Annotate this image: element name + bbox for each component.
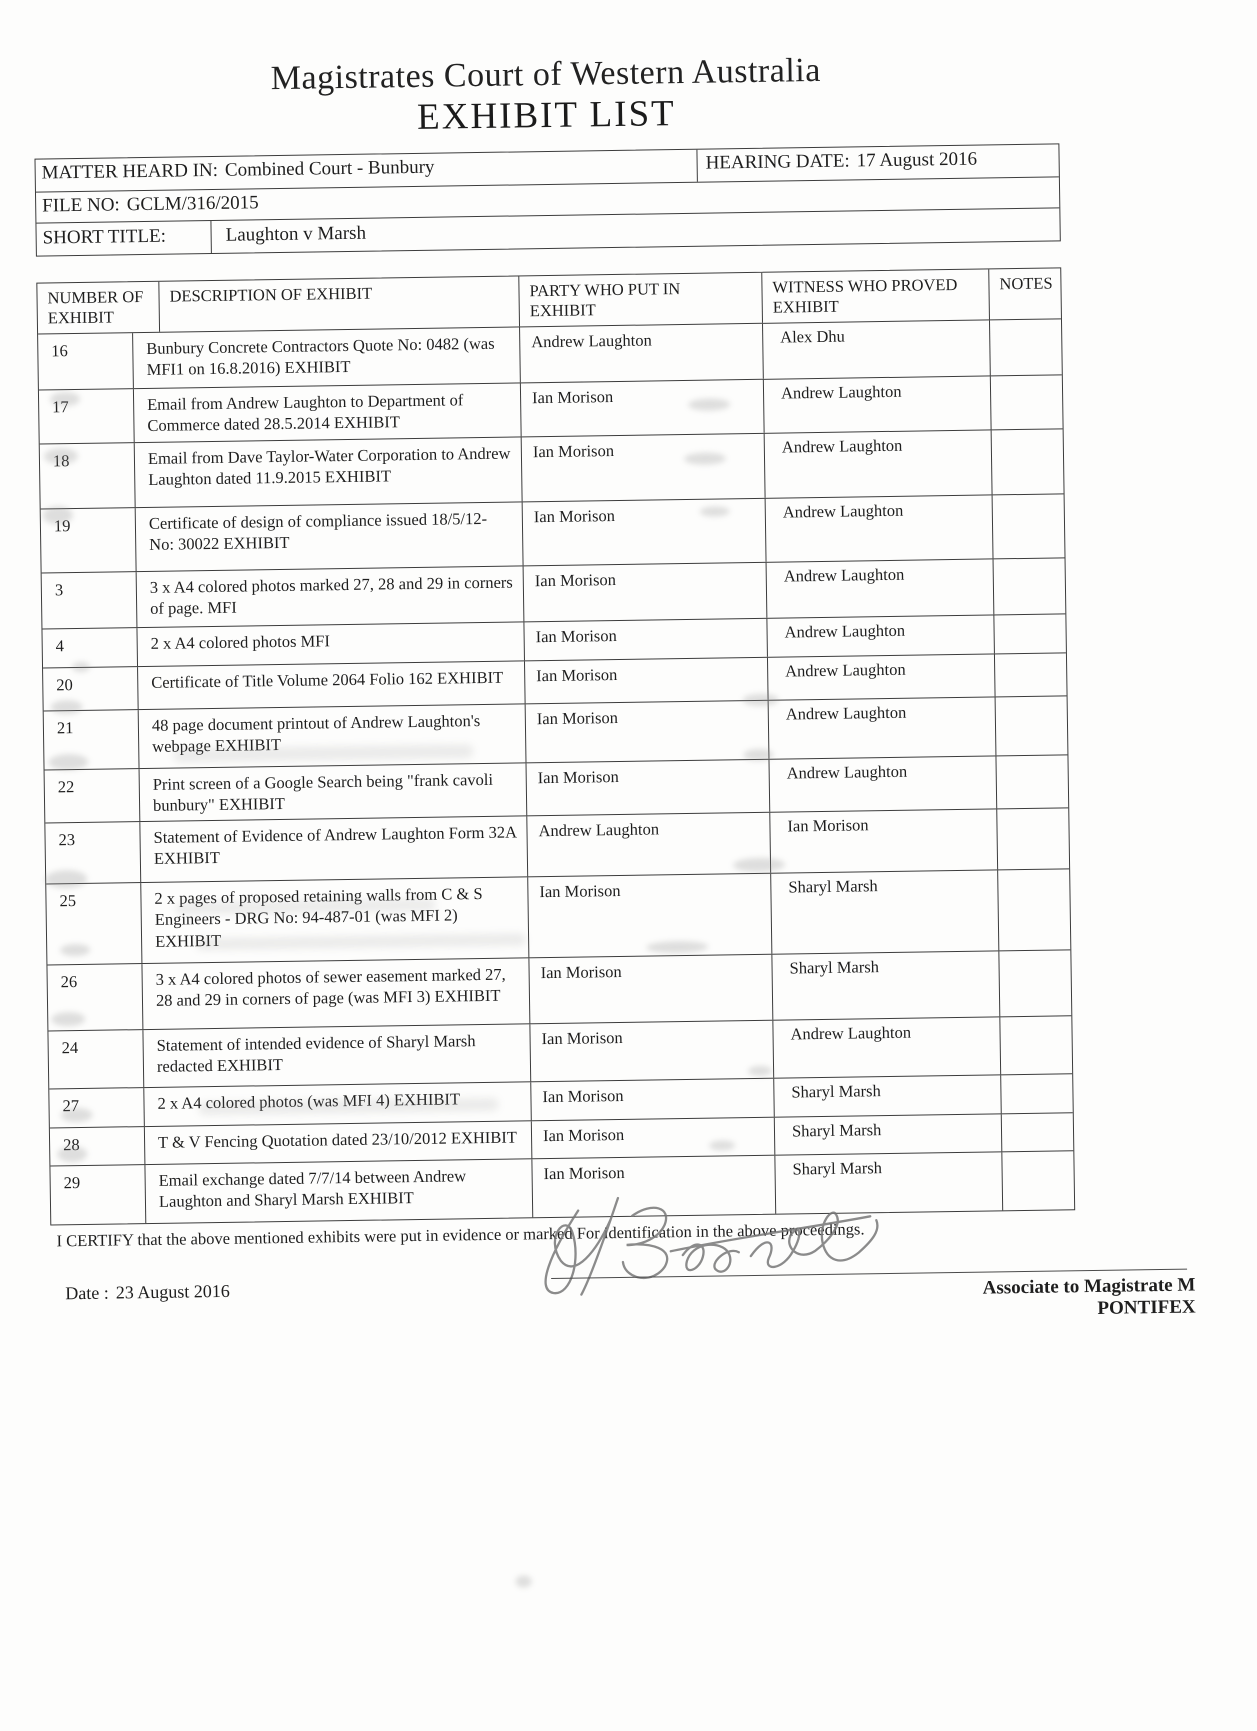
exhibit-number-cell: 19 bbox=[41, 508, 137, 572]
witness-cell: Sharyl Marsh bbox=[772, 951, 1000, 1019]
party-cell: Ian Morison bbox=[524, 619, 768, 661]
party-cell: Ian Morison bbox=[527, 760, 771, 816]
exhibit-table bbox=[36, 267, 1075, 1225]
short-title-value: Laughton v Marsh bbox=[225, 222, 367, 246]
exhibit-description-cell: 3 x A4 colored photos marked 27, 28 and 29 in corners of page. MFI bbox=[137, 566, 525, 627]
notes-cell bbox=[1000, 1016, 1072, 1074]
exhibit-number-cell: 17 bbox=[39, 389, 135, 443]
exhibit-description-cell: 48 page document printout of Andrew Laughton's webpage EXHIBIT bbox=[139, 704, 527, 768]
witness-cell: Andrew Laughton bbox=[768, 654, 996, 699]
exhibit-description-cell: Certificate of design of compliance issued 18/5/12- No: 30022 EXHIBIT bbox=[136, 502, 524, 571]
witness-cell: Andrew Laughton bbox=[769, 697, 997, 758]
exhibit-number-cell: 24 bbox=[48, 1030, 144, 1088]
witness-cell: Andrew Laughton bbox=[766, 495, 994, 561]
certification-text: I CERTIFY that the above mentioned exhibits were put in evidence or marked For identification in the above proceedings. bbox=[56, 1219, 865, 1251]
notes-cell bbox=[1002, 1113, 1074, 1151]
exhibit-description-cell: 2 x A4 colored photos MFI bbox=[137, 622, 525, 666]
header-notes: NOTES bbox=[999, 273, 1053, 294]
notes-cell bbox=[994, 558, 1066, 614]
date-label: Date : bbox=[65, 1282, 109, 1304]
header-party-text: PARTY WHO PUT IN EXHIBIT bbox=[529, 278, 681, 321]
witness-cell: Andrew Laughton bbox=[773, 1017, 1001, 1077]
exhibit-description-cell: Statement of Evidence of Andrew Laughton Form 32A EXHIBIT bbox=[140, 816, 528, 882]
witness-cell: Andrew Laughton bbox=[767, 559, 995, 617]
header-description-of-exhibit: DESCRIPTION OF EXHIBIT bbox=[159, 276, 520, 331]
signature-scribble bbox=[520, 1187, 942, 1303]
exhibit-description-cell: 2 x A4 colored photos (was MFI 4) EXHIBIT bbox=[144, 1082, 532, 1126]
exhibit-number-cell: 26 bbox=[47, 964, 143, 1030]
exhibit-number-cell: 20 bbox=[43, 667, 139, 710]
header-number-of-exhibit: NUMBER OF EXHIBIT bbox=[37, 282, 160, 334]
exhibit-description-cell: Statement of intended evidence of Sharyl Marsh redacted EXHIBIT bbox=[143, 1024, 531, 1087]
signatory-title: Associate to Magistrate M PONTIFEX bbox=[982, 1274, 1196, 1319]
notes-cell bbox=[990, 319, 1062, 375]
document-content bbox=[33, 47, 1196, 1375]
witness-cell: Alex Dhu bbox=[763, 320, 991, 378]
exhibit-number-cell: 23 bbox=[45, 822, 141, 883]
hearing-date-label: HEARING DATE: bbox=[705, 150, 850, 174]
file-no-value: GCLM/316/2015 bbox=[126, 192, 259, 216]
exhibit-description-cell: T & V Fencing Quotation dated 23/10/2012 EXHIBIT bbox=[145, 1121, 533, 1164]
witness-cell: Andrew Laughton bbox=[769, 756, 997, 811]
page-title: Magistrates Court of Western Australia bbox=[270, 51, 822, 98]
exhibit-description-cell: Email from Andrew Laughton to Department of Commerce dated 28.5.2014 EXHIBIT bbox=[134, 383, 522, 442]
exhibit-description-cell: 3 x A4 colored photos of sewer easement marked 27, 28 and 29 in corners of page (was MFI 3) EXHIBIT bbox=[142, 958, 530, 1029]
party-cell: Ian Morison bbox=[524, 563, 768, 622]
exhibit-number-cell: 29 bbox=[50, 1165, 146, 1224]
header-witness-text: WITNESS WHO PROVED EXHIBIT bbox=[772, 274, 958, 318]
table-row bbox=[46, 869, 1070, 965]
notes-cell bbox=[996, 755, 1068, 808]
witness-cell: Sharyl Marsh bbox=[774, 1075, 1002, 1116]
date-value: 23 August 2016 bbox=[115, 1280, 230, 1303]
party-cell: Ian Morison bbox=[522, 434, 766, 502]
notes-cell bbox=[995, 653, 1067, 696]
witness-cell: Ian Morison bbox=[770, 809, 998, 872]
exhibit-table-body bbox=[38, 319, 1074, 1224]
notes-cell bbox=[998, 869, 1070, 950]
witness-cell: Andrew Laughton bbox=[764, 376, 992, 432]
party-cell: Ian Morison bbox=[531, 1079, 775, 1121]
notes-cell bbox=[997, 808, 1069, 869]
witness-cell: Andrew Laughton bbox=[767, 615, 995, 656]
party-cell: Ian Morison bbox=[523, 499, 767, 566]
witness-cell: Andrew Laughton bbox=[765, 430, 993, 497]
case-info-box bbox=[34, 143, 1060, 256]
party-cell: Ian Morison bbox=[529, 955, 773, 1024]
exhibit-description-cell: 2 x pages of proposed retaining walls from C & S Engineers - DRG No: 94-487-01 (was MFI 2) EXHIBIT bbox=[141, 877, 529, 963]
exhibit-number-cell: 4 bbox=[42, 628, 138, 667]
header-party-who-put-in-exhibit bbox=[519, 273, 763, 327]
exhibit-number-cell: 21 bbox=[44, 710, 140, 769]
header-witness-who-proved-exhibit bbox=[762, 269, 990, 322]
exhibit-number-cell: 22 bbox=[45, 769, 141, 822]
witness-cell: Sharyl Marsh bbox=[775, 1152, 1003, 1213]
date-line bbox=[65, 1281, 230, 1304]
exhibit-description-cell: Certificate of Title Volume 2064 Folio 162 EXHIBIT bbox=[138, 661, 526, 709]
signature-block bbox=[51, 1240, 1196, 1375]
exhibit-number-cell: 3 bbox=[42, 572, 138, 628]
party-cell: Ian Morison bbox=[532, 1155, 776, 1217]
party-cell: Ian Morison bbox=[526, 701, 770, 763]
file-no-label: FILE NO: bbox=[42, 194, 120, 217]
notes-cell bbox=[994, 614, 1066, 653]
party-cell: Andrew Laughton bbox=[520, 324, 764, 383]
matter-heard-in-label: MATTER HEARD IN: bbox=[41, 159, 219, 184]
notes-cell bbox=[993, 494, 1065, 558]
notes-cell bbox=[1001, 1074, 1073, 1113]
notes-cell bbox=[996, 696, 1068, 755]
exhibit-number-cell: 18 bbox=[40, 443, 136, 508]
notes-cell bbox=[1002, 1151, 1074, 1210]
matter-heard-in-value: Combined Court - Bunbury bbox=[224, 156, 435, 181]
document-subtitle: EXHIBIT LIST bbox=[416, 93, 677, 139]
exhibit-number-cell: 25 bbox=[46, 883, 142, 964]
scan-smudge bbox=[516, 1575, 532, 1587]
exhibit-description-cell: Print screen of a Google Search being "frank cavoli bunbury" EXHIBIT bbox=[140, 763, 528, 821]
party-cell: Ian Morison bbox=[530, 1021, 774, 1082]
party-cell: Ian Morison bbox=[525, 658, 769, 704]
exhibit-number-cell: 28 bbox=[50, 1127, 146, 1165]
hearing-date-value: 17 August 2016 bbox=[856, 148, 978, 172]
party-cell: Andrew Laughton bbox=[527, 813, 771, 877]
party-cell: Ian Morison bbox=[528, 874, 772, 958]
exhibit-number-cell: 16 bbox=[38, 333, 134, 389]
hearing-date-cell bbox=[697, 144, 1058, 181]
witness-cell: Sharyl Marsh bbox=[775, 1114, 1003, 1154]
witness-cell: Sharyl Marsh bbox=[771, 870, 999, 953]
short-title-label: SHORT TITLE: bbox=[36, 221, 211, 256]
party-cell: Ian Morison bbox=[532, 1117, 776, 1158]
exhibit-number-cell: 27 bbox=[49, 1088, 145, 1127]
exhibit-description-cell: Email from Dave Taylor-Water Corporation to Andrew Laughton dated 11.9.2015 EXHIBIT bbox=[135, 437, 523, 507]
party-cell: Ian Morison bbox=[521, 380, 765, 437]
notes-cell bbox=[999, 950, 1071, 1016]
notes-cell bbox=[991, 375, 1063, 429]
exhibit-description-cell: Email exchange dated 7/7/14 between Andrew Laughton and Sharyl Marsh EXHIBIT bbox=[145, 1159, 533, 1223]
exhibit-description-cell: Bunbury Concrete Contractors Quote No: 0482 (was MFI1 on 16.8.2016) EXHIBIT bbox=[133, 327, 521, 388]
notes-cell bbox=[992, 429, 1064, 494]
